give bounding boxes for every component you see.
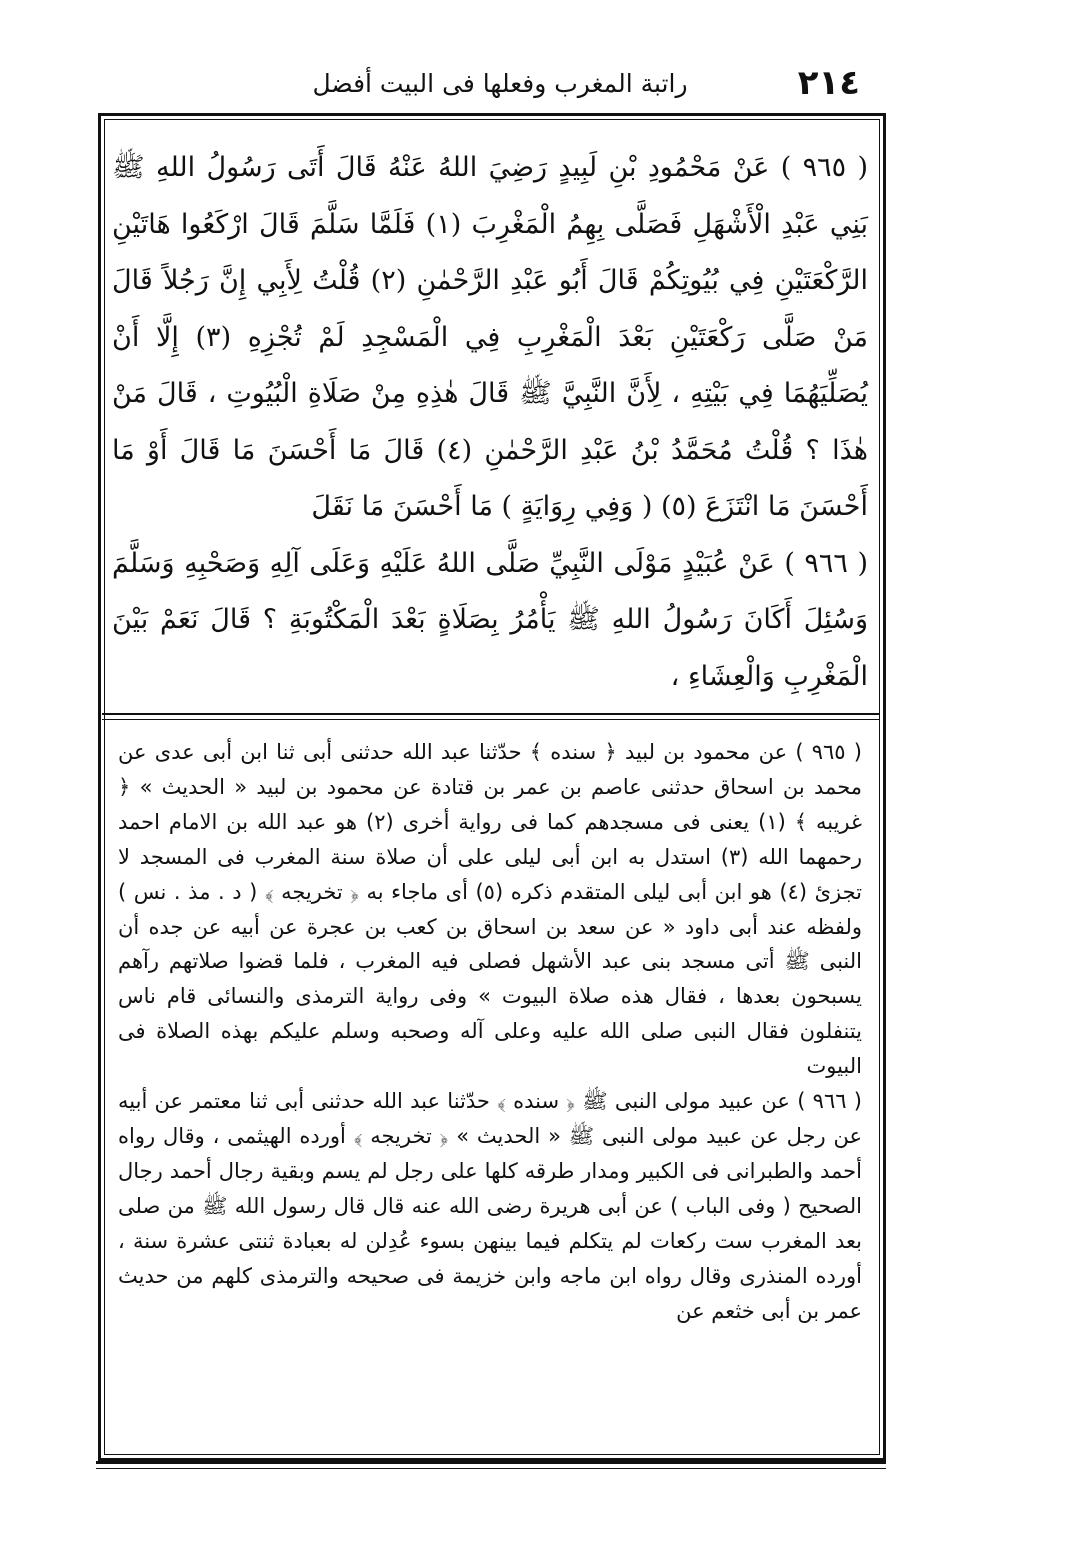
main-hadith-text	[112, 140, 868, 700]
hadith-965: ( ٩٦٥ ) عَنْ مَحْمُودِ بْنِ لَبِيدٍ رَضِيَ اللهُ عَنْهُ قَالَ أَتَى رَسُولُ اللهِ ﷺ بَنِي عَبْدِ الْأَشْهَلِ فَصَلَّى بِهِمُ الْمَغْرِبَ (١) فَلَمَّا سَلَّمَ قَالَ ارْكَعُوا هَاتَيْنِ الرَّكْعَتَيْنِ فِي بُيُوتِكُمْ قَالَ أَبُو عَبْدِ الرَّحْمٰنِ (٢) قُلْتُ لِأَبِي إِنَّ رَجُلاً قَالَ مَنْ صَلَّى رَكْعَتَيْنِ بَعْدَ الْمَغْرِبِ فِي الْمَسْجِدِ لَمْ تُجْزِهِ (٣) إِلَّا أَنْ يُصَلِّيَهُمَا فِي بَيْتِهِ ، لِأَنَّ النَّبِيَّ ﷺ قَالَ هٰذِهِ مِنْ صَلَاةِ الْبُيُوتِ ، قَالَ مَنْ هٰذَا ؟ قُلْتُ مُحَمَّدُ بْنُ عَبْدِ الرَّحْمٰنِ (٤) قَالَ مَا أَحْسَنَ مَا قَالَ أَوْ مَا أَحْسَنَ مَا انْتَزَعَ (٥) ( وَفِي رِوَايَةٍ ) مَا أَحْسَنَ مَا نَقَلَ	[112, 152, 868, 522]
section-divider-thin	[102, 719, 880, 720]
hadith-966: ( ٩٦٦ ) عَنْ عُبَيْدٍ مَوْلَى النَّبِيِّ صَلَّى اللهُ عَلَيْهِ وَعَلَى آلِهِ وَصَحْبِهِ وَسَلَّمَ وَسُئِلَ أَكَانَ رَسُولُ اللهِ ﷺ يَأْمُرُ بِصَلَاةٍ بَعْدَ الْمَكْتُوبَةِ ؟ قَالَ نَعَمْ بَيْنَ الْمَغْرِبِ وَالْعِشَاءِ ،	[112, 547, 869, 692]
bottom-rule-thin	[96, 1468, 886, 1469]
page-number: ٢١٤	[797, 63, 860, 103]
bottom-rule	[96, 1461, 886, 1464]
running-title: راتبة المغرب وفعلها فى البيت أفضل	[312, 69, 688, 98]
commentary-966: ( ٩٦٦ ) عن عبيد مولى النبى ﷺ ﴿ سنده ﴾ حدّثنا عبد الله حدثنى أبى ثنا معتمر عن أبيه عن رجل عن عبيد مولى النبى ﷺ « الحديث » ﴿ تخريجه ﴾ أورده الهيثمى ، وقال رواه أحمد والطبرانى فى الكبير ومدار طرقه كلها على رجل لم يسم وبقية رجال أحمد رجال الصحيح ( وفى الباب ) عن أبى هريرة رضى الله عنه قال قال رسول الله ﷺ من صلى بعد المغرب ست ركعات لم يتكلم فيما بينهن بسوء عُدِلن له بعبادة ثنتى عشرة سنة ، أورده المنذرى وقال رواه ابن ماجه وابن خزيمة فى صحيحه والترمذى كلهم من حديث عمر بن أبى خثعم عن	[118, 1089, 862, 1323]
page-header	[120, 58, 860, 108]
commentary-965: ( ٩٦٥ ) عن محمود بن لبيد ﴿ سنده ﴾ حدّثنا عبد الله حدثنى أبى ثنا ابن أبى عدى عن محمد بن اسحاق حدثنى عاصم بن عمر بن قتادة عن محمود بن لبيد « الحديث » ﴿ غريبه ﴾ (١) يعنى فى مسجدهم كما فى رواية أخرى (٢) هو عبد الله بن الامام احمد رحمهما الله (٣) استدل به ابن أبى ليلى على أن صلاة سنة المغرب فى المسجد لا تجزئ (٤) هو ابن أبى ليلى المتقدم ذكره (٥) أى ماجاء به ﴿ تخريجه ﴾ ( د . مذ . نس ) ولفظه عند أبى داود « عن سعد بن اسحاق بن كعب بن عجرة عن أبيه عن جده أن النبى ﷺ أتى مسجد بنى عبد الأشهل فصلى فيه المغرب ، فلما قضوا صلاتهم رآهم يسبحون بعدها ، فقال هذه صلاة البيوت » وفى رواية الترمذى والنسائى قام ناس يتنفلون فقال النبى صلى الله عليه وعلى آله وصحبه وسلم عليكم بهذه الصلاة فى البيوت	[118, 740, 863, 1079]
section-divider	[102, 713, 880, 715]
commentary-notes	[118, 735, 862, 1435]
